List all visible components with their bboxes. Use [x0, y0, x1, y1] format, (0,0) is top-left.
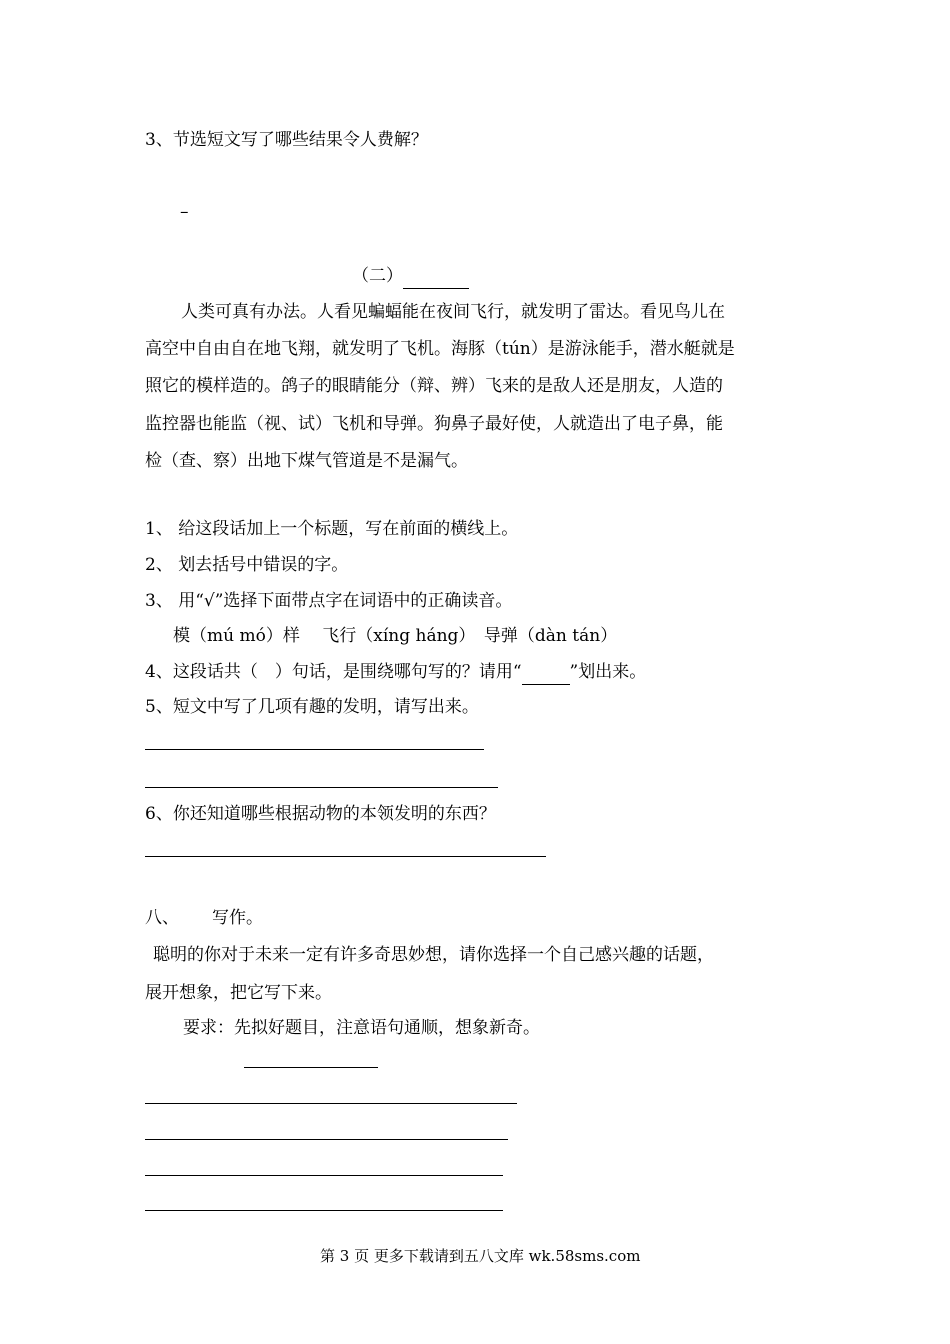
pinyin-options: 模（mú mó）样 飞行（xíng háng） 导弹（dàn tán）: [173, 626, 618, 646]
underline-sample: [522, 660, 570, 685]
essay-line-4[interactable]: [145, 1210, 503, 1211]
question-5: 5、短文中写了几项有趣的发明，请写出来。: [145, 697, 479, 717]
passage-line-2: 高空中自由自在地飞翔，就发明了飞机。海豚（tún）是游泳能手，潜水艇就是: [145, 339, 735, 359]
answer-line-5b[interactable]: [145, 787, 498, 788]
title-blank[interactable]: [403, 264, 469, 289]
question-3-header: 3、节选短文写了哪些结果令人费解？: [145, 130, 428, 150]
essay-line-3[interactable]: [145, 1175, 503, 1176]
question-4-text-a: 4、这段话共（ ）句话，是围绕哪句写的？请用“: [145, 662, 522, 682]
writing-prompt-1: 聪明的你对于未来一定有许多奇思妙想，请你选择一个自己感兴趣的话题，: [153, 945, 714, 965]
passage-line-5: 检（查、察）出地下煤气管道是不是漏气。: [145, 451, 468, 471]
passage-line-1: 人类可真有办法。人看见蝙蝠能在夜间飞行，就发明了雷达。看见鸟儿在: [181, 302, 725, 322]
writing-heading-number: 八、: [145, 908, 179, 928]
section-2-title: [352, 264, 469, 289]
essay-line-1[interactable]: [145, 1103, 517, 1104]
question-1: 1、 给这段话加上一个标题，写在前面的横线上。: [145, 519, 519, 539]
question-4-text-b: ”划出来。: [569, 662, 647, 682]
section-2-label: （二）: [352, 266, 403, 286]
writing-heading: 写作。: [212, 908, 263, 928]
essay-title-line[interactable]: [244, 1067, 378, 1068]
answer-line-5a[interactable]: [145, 749, 484, 750]
question-3: 3、 用“√”选择下面带点字在词语中的正确读音。: [145, 591, 513, 611]
question-2: 2、 划去括号中错误的字。: [145, 555, 349, 575]
answer-line-6[interactable]: [145, 856, 546, 857]
page-footer: 第 3 页 更多下载请到五八文库 wk.58sms.com: [320, 1247, 641, 1265]
dash-mark: –: [180, 202, 189, 222]
essay-line-2[interactable]: [145, 1139, 508, 1140]
passage-line-4: 监控器也能监（视、试）飞机和导弹。狗鼻子最好使，人就造出了电子鼻，能: [145, 414, 723, 434]
writing-prompt-2: 展开想象，把它写下来。: [145, 983, 332, 1003]
writing-requirement: 要求：先拟好题目，注意语句通顺，想象新奇。: [183, 1018, 540, 1038]
passage-line-3: 照它的模样造的。鸽子的眼睛能分（辩、辨）飞来的是敌人还是朋友，人造的: [145, 376, 723, 396]
question-4: [145, 660, 646, 685]
question-6: 6、你还知道哪些根据动物的本领发明的东西？: [145, 804, 496, 824]
